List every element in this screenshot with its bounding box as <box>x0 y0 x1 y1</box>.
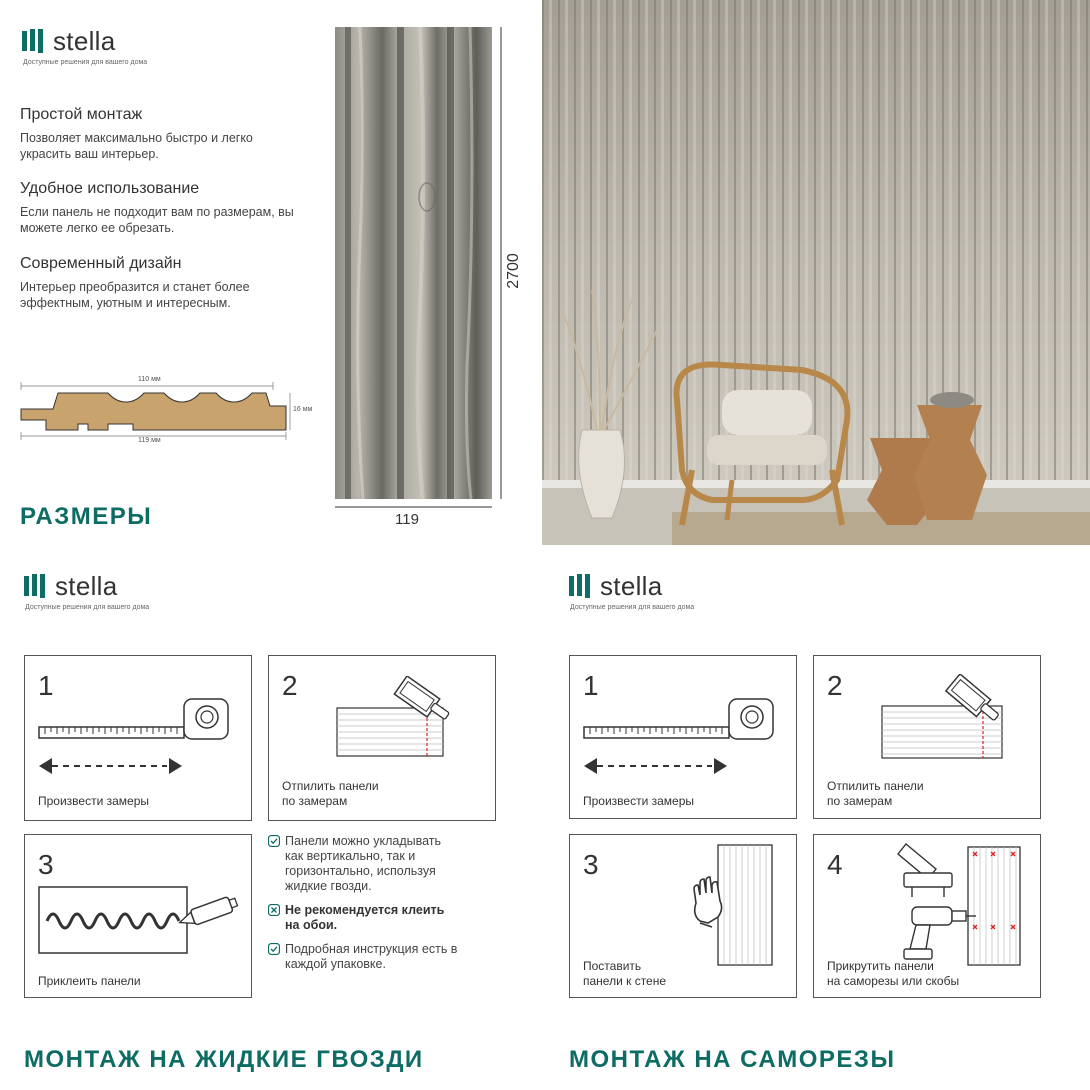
glue-note-2-text: Не рекомендуется клеить на обои. <box>285 903 445 932</box>
glue-section-title: МОНТАЖ НА ЖИДКИЕ ГВОЗДИ <box>24 1046 424 1073</box>
screws-section-title: МОНТАЖ НА САМОРЕЗЫ <box>569 1046 896 1073</box>
stapler-drill-icon <box>876 839 1036 969</box>
step-caption: Произвести замеры <box>583 794 695 808</box>
profile-top-width: 110 мм <box>138 376 161 383</box>
feature-3-text: Интерьер преобразится и станет более эффектным, уютным и интересным. <box>20 280 250 310</box>
brand-tagline: Доступные решения для вашего дома <box>25 604 150 611</box>
cross-icon <box>268 904 280 916</box>
brand-tagline: Доступные решения для вашего дома <box>23 59 148 66</box>
brand-name: stella <box>55 571 118 601</box>
panel-profile-drawing <box>18 376 318 448</box>
tape-measure-icon <box>37 694 232 784</box>
check-icon <box>268 835 280 847</box>
panel-sample-image <box>335 27 492 499</box>
panel-width-label: 119 <box>395 511 419 528</box>
step-caption: Отпилить панели по замерам <box>827 779 924 808</box>
feature-2-title: Удобное использование <box>20 180 200 197</box>
glue-note-2 <box>285 903 455 933</box>
stella-logo-icon <box>22 29 46 53</box>
feature-1-title: Простой монтаж <box>20 106 143 123</box>
glue-note-3: Подробная инструкция есть в каждой упаковке. <box>285 942 458 971</box>
saw-cut-icon <box>335 676 465 761</box>
glue-application-icon <box>37 885 247 957</box>
panel-height-label: 2700 <box>505 253 522 289</box>
stella-logo-icon <box>24 574 48 598</box>
brand-name: stella <box>600 571 663 601</box>
glue-step-3-card <box>24 834 252 998</box>
saw-cut-icon <box>880 674 1010 762</box>
step-number: 2 <box>282 670 298 701</box>
hand-panel-icon <box>688 843 783 968</box>
feature-3-title: Современный дизайн <box>20 255 182 272</box>
step-number: 1 <box>583 670 599 701</box>
step-number: 4 <box>827 849 843 880</box>
panel-width-dimension <box>335 505 492 509</box>
step-caption: Отпилить панели по замерам <box>282 779 379 808</box>
brand-name: stella <box>53 26 116 56</box>
interior-photo <box>542 0 1090 545</box>
feature-2-text: Если панель не подходит вам по размерам, вы можете легко ее обрезать. <box>20 205 294 235</box>
feature-1-text: Позволяет максимально быстро и легко украсить ваш интерьер. <box>20 131 253 161</box>
screws-step-3-card <box>569 834 797 998</box>
step-number: 3 <box>583 849 599 880</box>
step-number: 1 <box>38 670 54 701</box>
brand-tagline: Доступные решения для вашего дома <box>570 604 695 611</box>
screws-step-2-card <box>813 655 1041 819</box>
check-icon <box>268 943 280 955</box>
profile-bottom-width: 119 мм <box>138 437 161 444</box>
glue-step-2-card <box>268 655 496 821</box>
glue-step-1-card <box>24 655 252 821</box>
stella-logo-icon <box>569 574 593 598</box>
tape-measure-icon <box>582 694 777 784</box>
sizes-title: РАЗМЕРЫ <box>20 503 153 530</box>
screws-step-1-card <box>569 655 797 819</box>
profile-thickness: 16 мм <box>293 406 313 413</box>
step-number: 2 <box>827 670 843 701</box>
screws-step-4-card <box>813 834 1041 998</box>
step-caption: Приклеить панели <box>38 974 141 988</box>
step-number: 3 <box>38 849 54 880</box>
step-caption: Произвести замеры <box>38 794 150 808</box>
step-caption: Поставить панели к стене <box>583 959 667 988</box>
step-caption: Прикрутить панели на саморезы или скобы <box>827 959 960 988</box>
glue-note-1: Панели можно укладывать как вертикально, так и горизонтально, используя жидкие гвозди. <box>285 834 442 893</box>
